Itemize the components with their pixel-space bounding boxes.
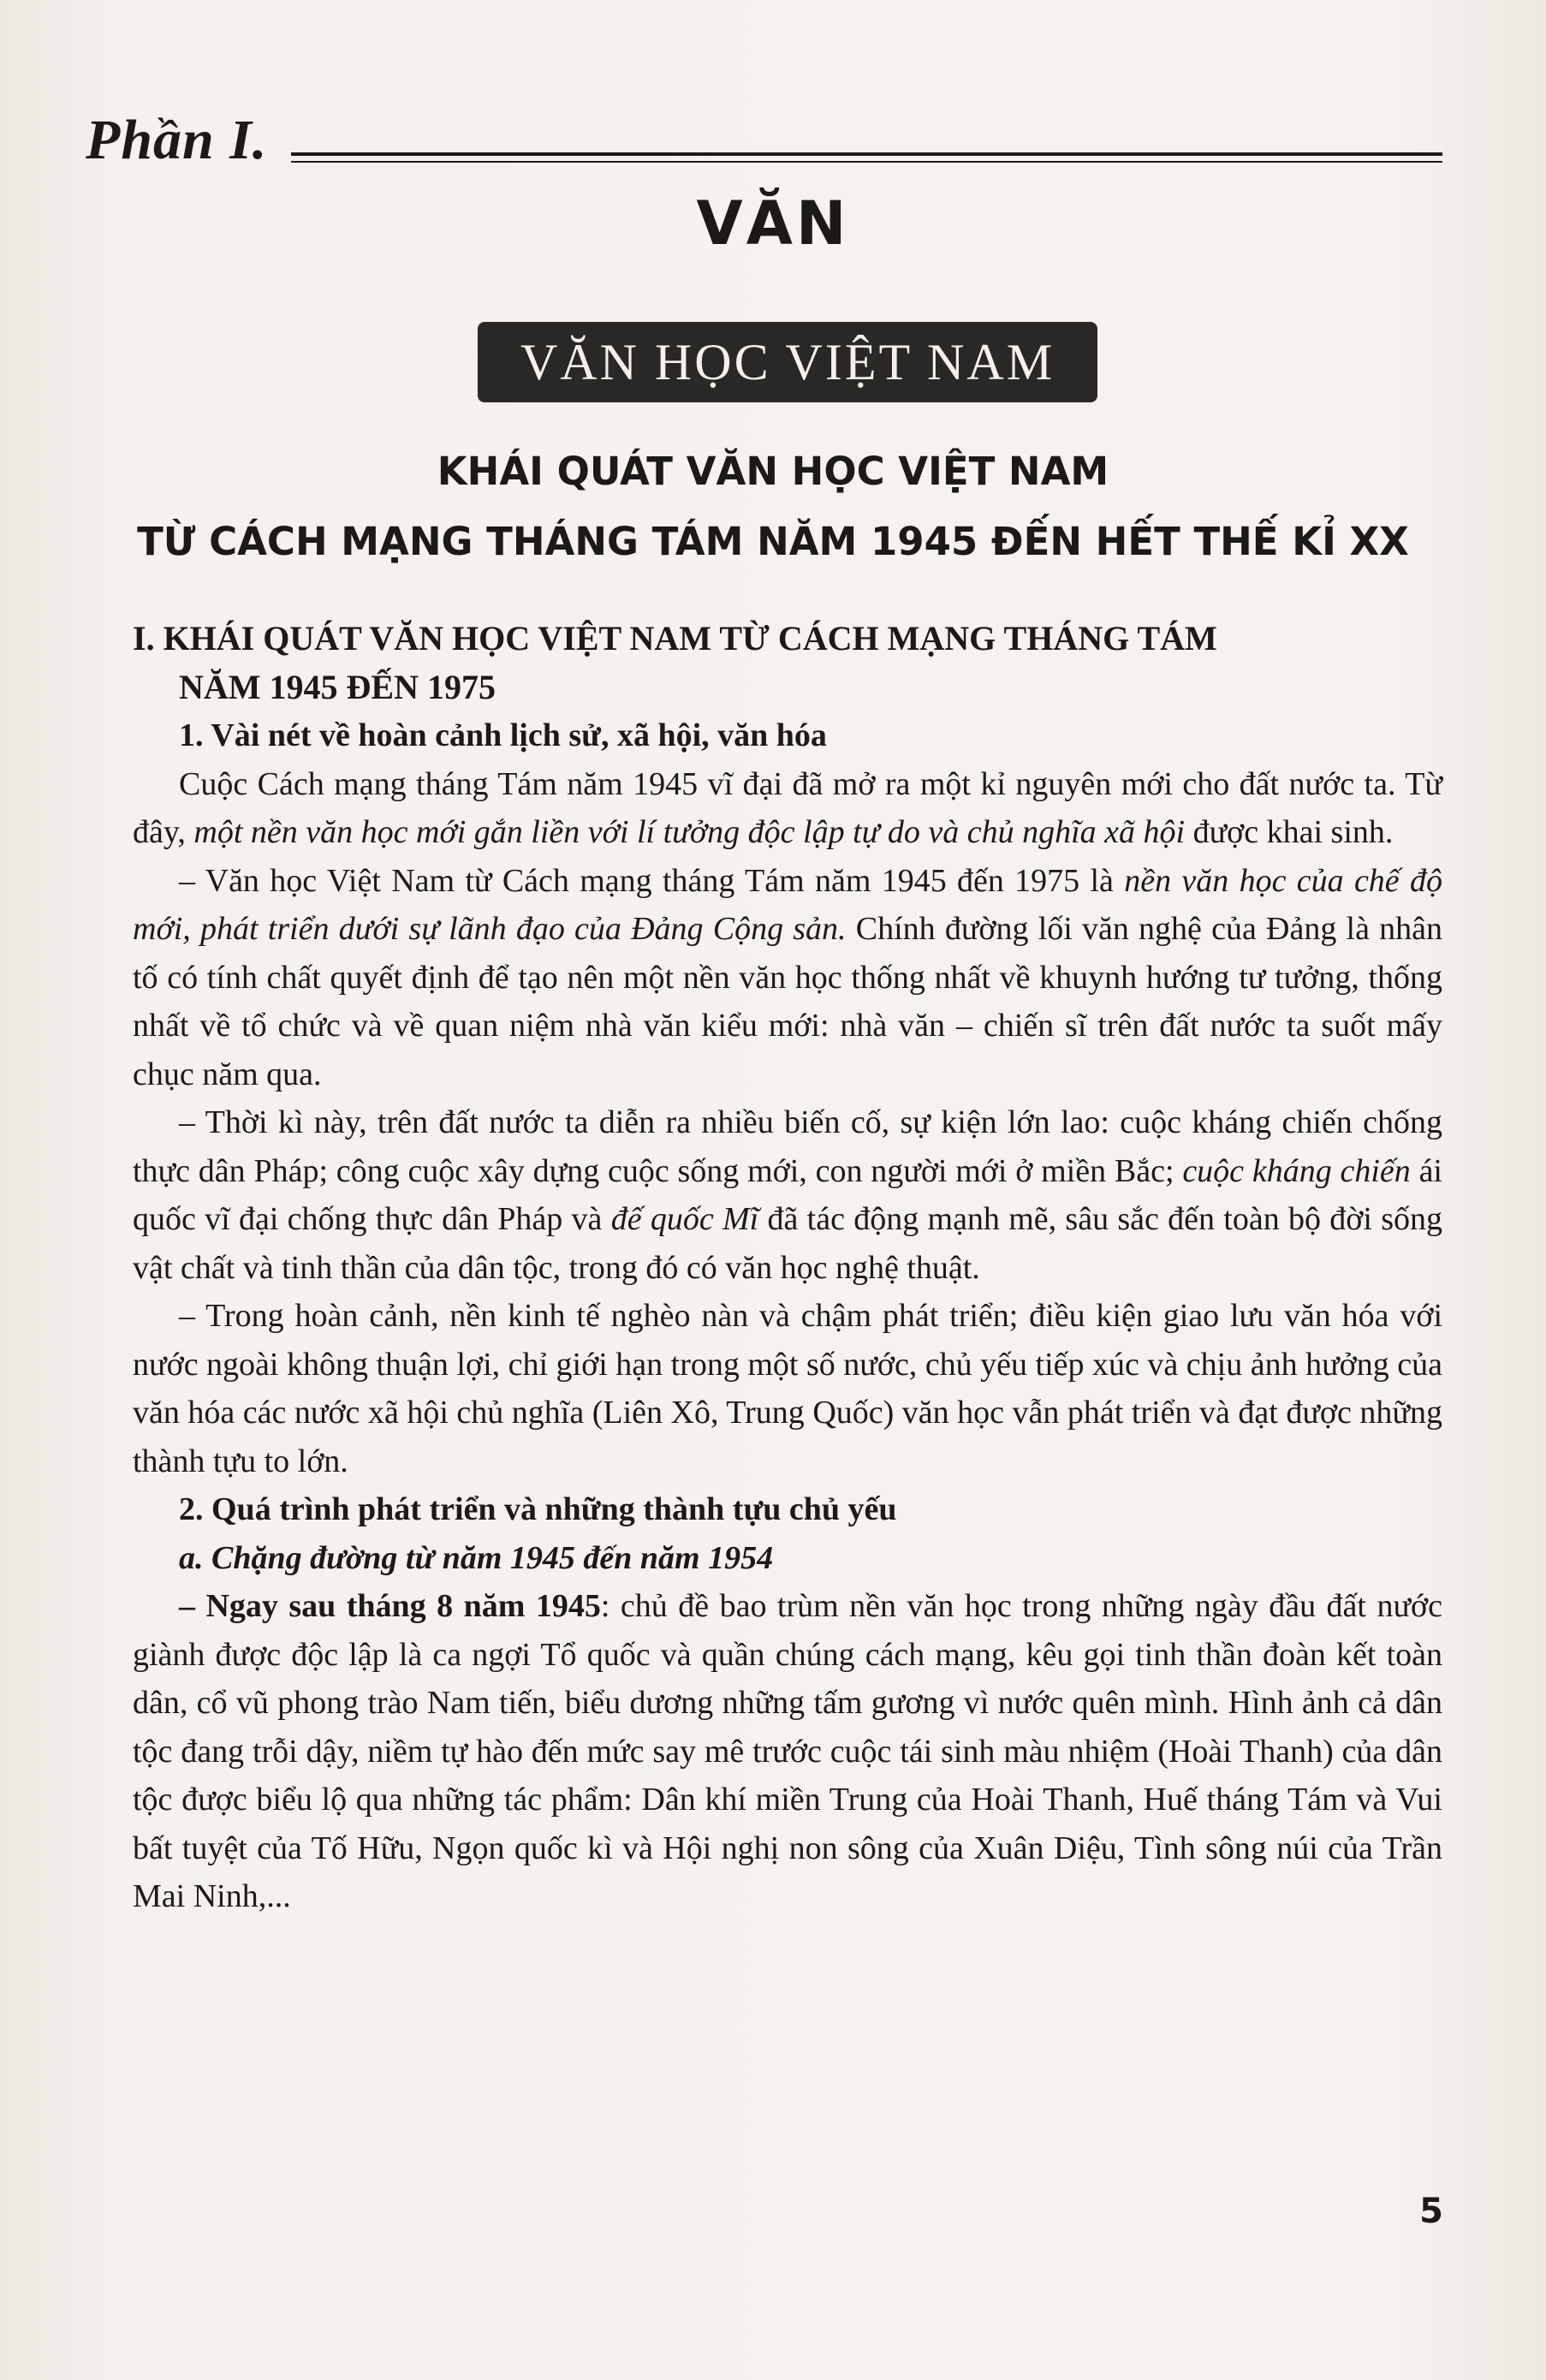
section-heading: [133, 615, 1442, 711]
section-heading-line-1: I. KHÁI QUÁT VĂN HỌC VIỆT NAM TỪ CÁCH MẠNG THÁNG TÁM: [133, 619, 1217, 657]
section-banner: [479, 324, 1096, 401]
part-header-rule: [291, 152, 1442, 163]
chapter-heading-line-1: KHÁI QUÁT VĂN HỌC VIỆT NAM: [437, 449, 1109, 494]
chapter-heading: [0, 437, 1546, 577]
paragraph-5-text: : chủ đề bao trùm nền văn học trong những ngày đầu đất nước giành được độc lập là ca ngợi Tổ quốc và quần chúng cách mạng, kêu gọi tinh thần đoàn kết toàn dân, cổ vũ phong trào Nam tiến, biểu dương những tấm gương vì nước quên mình. Hình ảnh cả dân tộc đang trỗi dậy, niềm tự hào đến mức say mê trước cuộc tái sinh màu nhiệm (Hoài Thanh) của dân tộc được biểu lộ qua những tác phẩm: Dân khí miền Trung của Hoài Thanh, Huế tháng Tám và Vui bất tuyệt của Tố Hữu, Ngọn quốc kì và Hội nghị non sông của Xuân Diệu, Tình sông núi của Trần Mai Ninh,...: [133, 1588, 1443, 1914]
paragraph-1-text: Cuộc Cách mạng tháng Tám năm 1945 vĩ đại đã mở ra một kỉ nguyên mới cho đất nước ta. Từ đây,: [133, 765, 1442, 850]
page-number: 5: [1419, 2192, 1443, 2231]
subsection-heading-2a: a. Chặng đường từ năm 1945 đến năm 1954: [179, 1539, 774, 1576]
paragraph-1: [133, 760, 1442, 857]
paragraph-2-text-end: Chính đường lối văn nghệ của Đảng là nhân tố có tính chất quyết định để tạo nên một nền văn học thống nhất về khuynh hướng tư tưởng, thống nhất về tổ chức và về quan niệm nhà văn kiểu mới: nhà văn – chiến sĩ trên đất nước ta suốt mấy chục năm qua.: [133, 911, 1442, 1092]
part-title: VĂN: [696, 188, 850, 259]
section-heading-line-2: NĂM 1945 ĐẾN 1975: [179, 667, 496, 706]
paragraph-5-lead: – Ngay sau tháng 8 năm 1945: [179, 1588, 601, 1624]
body-text: [133, 615, 1442, 1921]
part-header: [86, 108, 1442, 176]
paragraph-4: – Trong hoàn cảnh, nền kinh tế nghèo nàn và chậm phát triển; điều kiện giao lưu văn hóa với nước ngoài không thuận lợi, chỉ giới hạn trong một số nước, chủ yếu tiếp xúc và chịu ảnh hưởng của văn hóa các nước xã hội chủ nghĩa (Liên Xô, Trung Quốc) văn học vẫn phát triển và đạt được những thành tựu to lớn.: [133, 1298, 1442, 1479]
paragraph-2-emphasis: nền văn học của chế độ mới, phát triển dưới sự lãnh đạo của Đảng Cộng sản.: [133, 862, 1442, 947]
paragraph-3: [133, 1098, 1442, 1292]
paragraph-1-text-end: được khai sinh.: [1185, 814, 1394, 850]
paragraph-3-emphasis-1: cuộc kháng chiến: [1182, 1152, 1411, 1189]
paragraph-3-text: – Thời kì này, trên đất nước ta diễn ra nhiều biến cố, sự kiện lớn lao: cuộc kháng chiến chống thực dân Pháp; công cuộc xây dựng cuộc sống mới, con người mới ở miền Bắc;: [133, 1104, 1442, 1189]
paragraph-1-emphasis: một nền văn học mới gắn liền với lí tưởng độc lập tự do và chủ nghĩa xã hội: [193, 814, 1186, 850]
part-label: Phần I.: [86, 109, 268, 171]
subsection-heading-1: 1. Vài nét về hoàn cảnh lịch sử, xã hội, văn hóa: [179, 717, 827, 753]
paragraph-3-emphasis-2: đế quốc Mĩ: [610, 1201, 759, 1237]
paragraph-2: [133, 857, 1442, 1099]
section-banner-text: VĂN HỌC VIỆT NAM: [520, 333, 1055, 390]
paragraph-5: [133, 1582, 1442, 1921]
paragraph-3-text-mid: ái quốc vĩ đại chống thực dân Pháp và: [133, 1152, 1442, 1237]
chapter-heading-line-2: TỪ CÁCH MẠNG THÁNG TÁM NĂM 1945 ĐẾN HẾT THẾ KỈ XX: [137, 519, 1409, 564]
paragraph-2-text: – Văn học Việt Nam từ Cách mạng tháng Tám năm 1945 đến 1975 là: [179, 862, 1125, 899]
subsection-heading-2: 2. Quá trình phát triển và những thành tựu chủ yếu: [179, 1491, 897, 1527]
paragraph-3-text-end: đã tác động mạnh mẽ, sâu sắc đến toàn bộ đời sống vật chất và tinh thần của dân tộc, trong đó có văn học nghệ thuật.: [133, 1201, 1443, 1286]
